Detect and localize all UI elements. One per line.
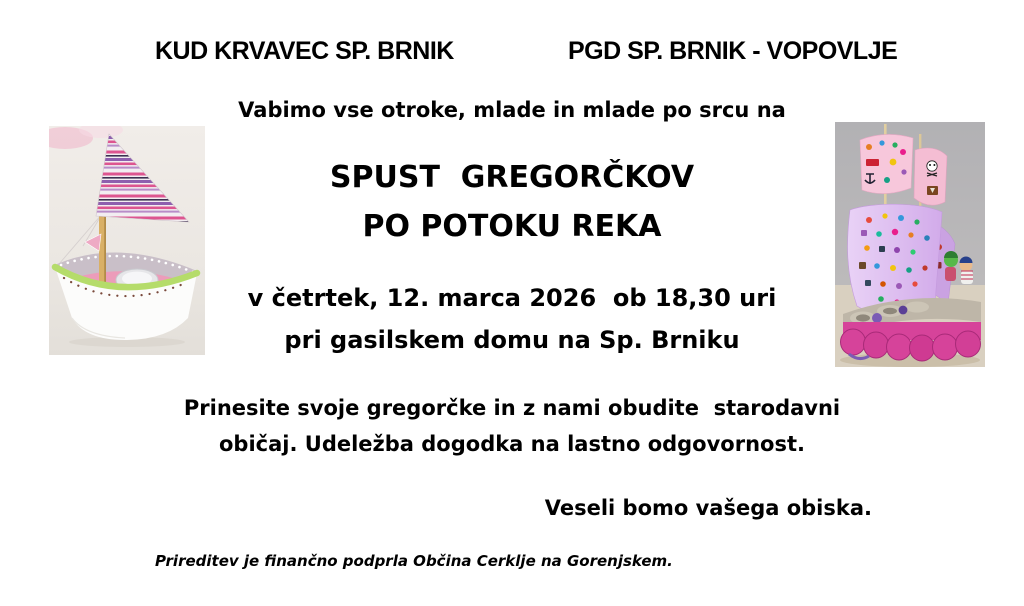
note-line2: običaj. Udeležba dogodka na lastno odgovornost.: [219, 432, 805, 456]
event-location-line: pri gasilskem domu na Sp. Brniku: [284, 326, 740, 354]
organizer-left: KUD KRVAVEC SP. BRNIK: [155, 37, 454, 65]
note-line1: Prinesite svoje gregorčke in z nami obudite starodavni: [183, 396, 841, 420]
egg-cup-hole: [856, 314, 870, 321]
organizer-right: PGD SP. BRNIK - VOPOVLJE: [568, 37, 898, 65]
event-datetime-line: v četrtek, 12. marca 2026 ob 18,30 uri: [247, 284, 777, 312]
sticker: [866, 144, 872, 150]
pirate-body: [945, 267, 956, 281]
sticker: [879, 140, 884, 145]
event-title-line2: PO POTOKU REKA: [362, 209, 662, 244]
pirate-body-2: [961, 271, 973, 284]
event-title-line1: SPUST GREGORČKOV: [329, 160, 695, 195]
tissue-paper: [872, 313, 882, 323]
sticker: [892, 142, 897, 147]
closing-line: Veseli bomo vašega obiska.: [544, 496, 872, 520]
sticker: [900, 149, 906, 155]
intro-line: Vabimo vse otroke, mlade in mlade po srcu na: [238, 98, 786, 122]
sponsor-line: Prireditev je finančno podprla Občina Cerklje na Gorenjskem.: [155, 552, 673, 570]
